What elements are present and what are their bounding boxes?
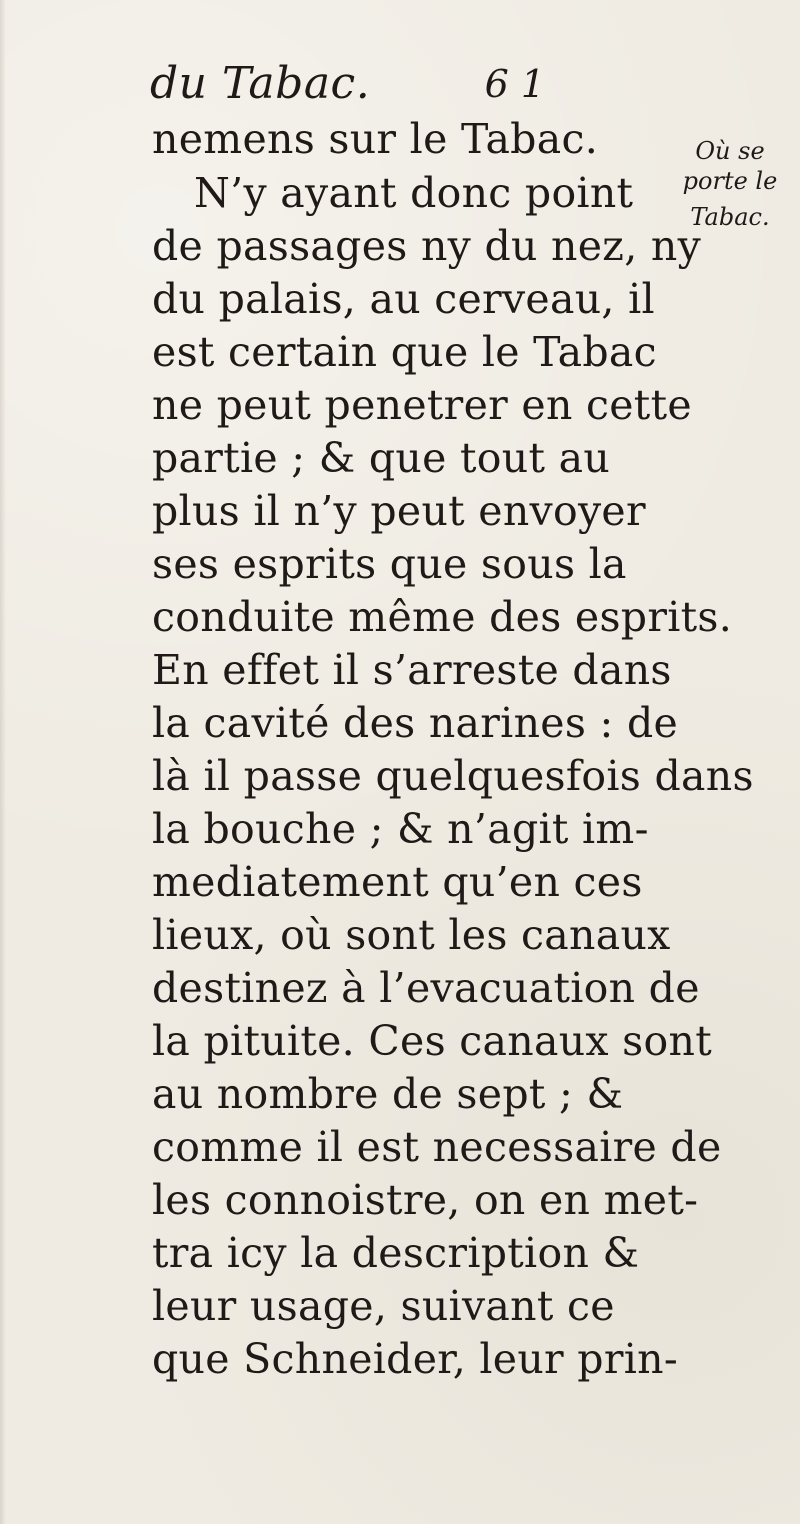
text-line-content: N’y ayant donc point — [194, 169, 634, 217]
text-line-content: mediatement qu’en ces — [152, 858, 643, 906]
text-line — [0, 429, 800, 487]
text-line — [0, 164, 800, 222]
text-line-content: au nombre de sept ; & — [152, 1070, 624, 1118]
text-line — [0, 800, 800, 858]
marginal-note-line: Où se — [695, 137, 765, 165]
text-line — [0, 1171, 800, 1229]
text-line-content: leur usage, suivant ce — [152, 1282, 615, 1330]
text-line-content: là il passe quelquesfois dans — [152, 752, 754, 800]
text-line-content: est certain que le Tabac — [152, 328, 657, 376]
page-number: 6 1 — [484, 62, 545, 106]
text-line-content: les connoistre, on en met- — [152, 1176, 699, 1224]
text-line-content: ne peut penetrer en cette — [152, 381, 692, 429]
text-line — [0, 323, 800, 381]
text-line-content: que Schneider, leur prin- — [152, 1335, 678, 1383]
marginal-note-line: Tabac. — [690, 203, 770, 231]
text-line-content: ses esprits que sous la — [152, 540, 627, 588]
text-line-content: tra icy la description & — [152, 1229, 640, 1277]
marginal-note-line: porte le — [682, 167, 778, 195]
text-line — [0, 376, 800, 434]
text-line — [0, 906, 800, 964]
text-line — [0, 270, 800, 328]
text-line — [0, 641, 800, 699]
text-line — [0, 1277, 800, 1335]
text-line-content: partie ; & que tout au — [152, 434, 611, 482]
text-line — [0, 535, 800, 593]
text-line — [0, 217, 800, 275]
running-head-title: du Tabac. — [150, 58, 371, 109]
text-line — [0, 482, 800, 540]
text-line — [0, 694, 800, 752]
text-line — [0, 588, 800, 646]
text-line — [0, 1118, 800, 1176]
text-line-content: la pituite. Ces canaux sont — [152, 1017, 712, 1065]
text-line — [0, 110, 800, 168]
text-line-content: destinez à l’evacuation de — [152, 964, 700, 1012]
text-line-content: En effet il s’arreste dans — [152, 646, 672, 694]
text-line — [0, 1224, 800, 1282]
text-line — [0, 853, 800, 911]
text-line-content: la bouche ; & n’agit im- — [152, 805, 649, 853]
text-line — [0, 1065, 800, 1123]
text-line — [0, 959, 800, 1017]
text-line-content: comme il est necessaire de — [152, 1123, 722, 1171]
text-line-content: nemens sur le Tabac. — [152, 115, 599, 163]
text-line-content: plus il n’y peut envoyer — [152, 487, 646, 535]
text-line — [0, 1012, 800, 1070]
text-line — [0, 747, 800, 805]
text-line-content: la cavité des narines : de — [152, 699, 679, 747]
text-line-content: de passages ny du nez, ny — [152, 222, 702, 270]
text-line-content: lieux, où sont les canaux — [152, 911, 671, 959]
text-line — [0, 1330, 800, 1388]
text-line-content: du palais, au cerveau, il — [152, 275, 655, 323]
text-line-content: conduite même des esprits. — [152, 593, 733, 641]
